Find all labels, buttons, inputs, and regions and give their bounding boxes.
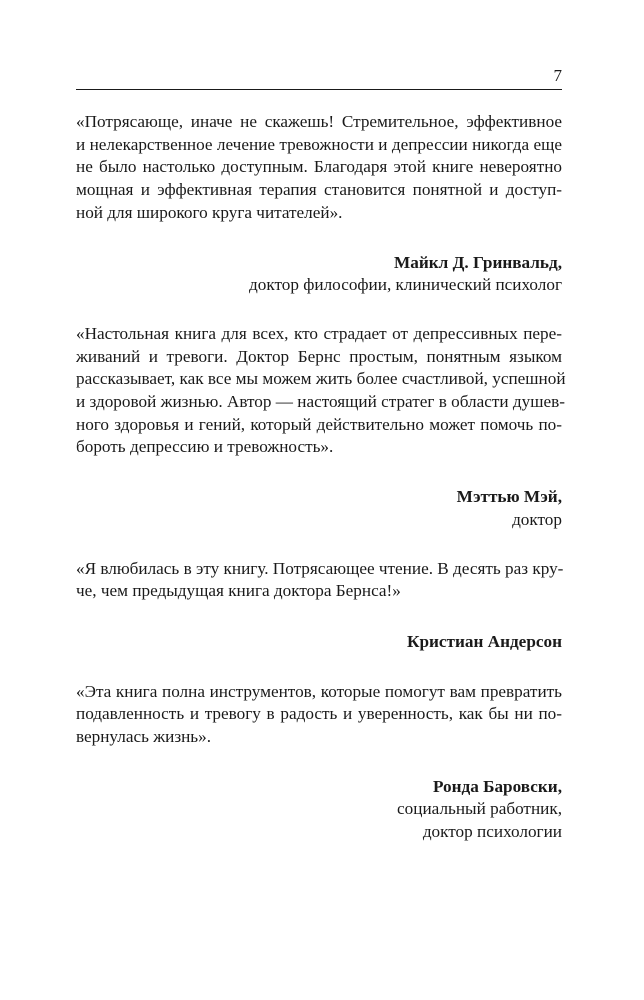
testimonial-quote [76, 681, 562, 749]
testimonial-quote [76, 558, 562, 603]
quote-line: живаний и тревоги. Доктор Бернс простым, понятным языком [76, 346, 562, 366]
quote-line: «Настольная книга для всех, кто страдает от депрессивных пере- [76, 323, 562, 343]
quote-line: ной для широкого круга читателей». [76, 202, 343, 222]
testimonial [76, 558, 562, 654]
quote-line: бороть депрессию и тревожность». [76, 437, 334, 457]
header-rule [76, 89, 562, 90]
page-number: 7 [553, 66, 562, 85]
quote-line: рассказывает, как все мы можем жить более счастливой, успешной [76, 369, 566, 389]
quote-line: «Эта книга полна инструментов, которые помогут вам превратить [76, 681, 562, 701]
quote-line: «Потрясающе, иначе не скажешь! Стремительное, эффективное [76, 112, 562, 131]
testimonial-quote [76, 323, 566, 459]
testimonial [76, 111, 562, 297]
author-name: Ронда Баровски, [432, 776, 562, 796]
quote-line: и здоровой жизнью. Автор — настоящий стратег в области душев- [76, 392, 565, 412]
quote-line: мощная и эффективная терапия становится понятной и доступ- [76, 180, 562, 200]
quote-line: вернулась жизнь». [76, 727, 212, 747]
quote-line: подавленность и тревогу в радость и уверенность, как бы ни по- [76, 704, 562, 724]
author-name: Мэттью Мэй, [456, 487, 562, 507]
quote-line: че, чем предыдущая книга доктора Бернса!» [76, 581, 401, 601]
quote-line: ного здоровья и гений, который действительно может помочь по- [76, 414, 562, 434]
testimonial-attribution [76, 776, 562, 844]
author-title: доктор психологии [422, 822, 562, 842]
quote-line: «Я влюбилась в эту книгу. Потрясающее чтение. В десять раз кру- [76, 558, 564, 578]
testimonial-attribution [76, 252, 562, 297]
quote-line: не было настолько доступным. Благодаря этой книге невероятно [76, 157, 562, 177]
quote-line: и нелекарственное лечение тревожности и депрессии никогда еще [76, 134, 562, 154]
testimonial [76, 681, 562, 844]
testimonial [76, 323, 566, 532]
author-title: доктор [512, 509, 562, 529]
author-title: доктор философии, клинический психолог [249, 275, 562, 295]
testimonial-attribution [76, 631, 562, 654]
testimonial-quote [76, 111, 562, 225]
testimonial-attribution [76, 486, 562, 531]
author-name: Кристиан Андерсон [406, 631, 562, 651]
author-name: Майкл Д. Гринвальд, [394, 252, 562, 272]
testimonials-list [76, 111, 566, 844]
author-title: социальный работник, [397, 799, 562, 819]
